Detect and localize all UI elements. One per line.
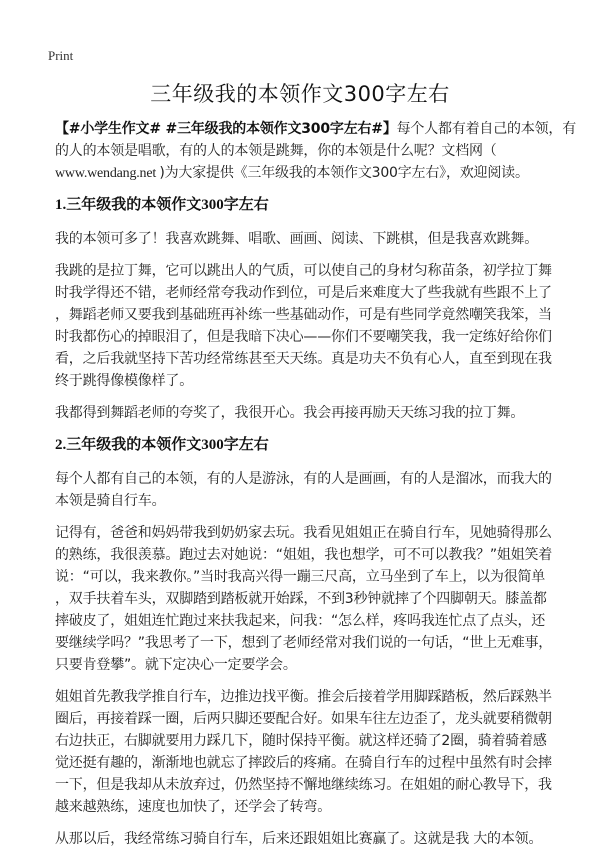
paragraph [55, 402, 555, 424]
text-line: 只要肯登攀”。就下定决心一定要学会。 [55, 657, 297, 673]
text-line: 从那以后，我经常练习骑自行车，后来还跟姐姐比赛赢了。这就是我 大的本领。 [55, 831, 543, 847]
text-line: 摔破皮了，姐姐连忙跑过来扶我起来，问我：“怎么样，疼吗我连忙点了点头，还 [55, 613, 546, 629]
paragraph [55, 828, 555, 850]
text-line: ，双手扶着车头，双脚踏到踏板就开始踩，不到3秒钟就摔了个四脚朝天。膝盖都 [55, 591, 547, 607]
intro-line: 的人的本领是唱歌，有的人的本领是跳舞，你的本领是什么呢？文档网（ [55, 143, 497, 159]
intro-line [55, 118, 577, 140]
intro-text: )为大家提供《三年级我的本领作文300字左右》，欢迎阅读。 [159, 165, 529, 181]
print-label: Print [48, 48, 74, 63]
text-line: 要继续学吗？”我思考了一下，想到了老师经常对我们说的一句话，“世上无难事， [55, 635, 553, 651]
document-body [55, 118, 577, 860]
text-line: 一下，但是我却从未放弃过，仍然坚持不懈地继续练习。在姐姐的耐心教导下，我 [55, 777, 552, 793]
paragraph [55, 260, 555, 392]
text-line: 我跳的是拉丁舞，它可以跳出人的气质，可以使自己的身材匀称苗条，初学拉丁舞 [55, 263, 552, 279]
text-line: 右边扶正，右脚就要用力踩几下，随时保持平衡。就这样还骑了2圈，骑着骑着感 [55, 733, 547, 749]
site-link[interactable]: www.wendang.net [55, 166, 160, 181]
text-line: 我都得到舞蹈老师的夸奖了，我很开心。我会再接再励天天练习我的拉丁舞。 [55, 405, 525, 421]
text-line: 时我都伤心的掉眼泪了，但是我暗下决心——你们不要嘲笑我，我一定练好给你们 [55, 329, 552, 345]
section-heading: 1.三年级我的本领作文300字左右 [55, 197, 269, 213]
text-line: 每个人都有自己的本领，有的人是游泳，有的人是画画，有的人是溜冰，而我大的 [55, 471, 552, 487]
text-line: 的熟练，我很羡慕。跑过去对她说：“姐姐，我也想学，可不可以教我？”姐姐笑着 [55, 547, 553, 563]
text-line: 姐姐首先教我学推自行车，边推边找平衡。推会后接着学用脚踩踏板，然后踩熟半 [55, 689, 552, 705]
text-line: 说：“可以，我来教你。”当时我高兴得一蹦三尺高，立马坐到了车上，以为很简单 [55, 569, 546, 585]
paragraph [55, 468, 555, 512]
text-line: 我的本领可多了！我喜欢跳舞、唱歌、画画、阅读、下跳棋，但是我喜欢跳舞。 [55, 231, 538, 247]
intro-tag: 【#小学生作文# #三年级我的本领作文300字左右#】 [55, 121, 397, 137]
intro-text: 每个人都有着自己的本领，有 [396, 121, 577, 137]
document-title: 三年级我的本领作文300字左右 [150, 82, 450, 106]
text-line: 时我学得还不错，老师经常夸我动作到位，可是后来难度大了些我就有些跟不上了 [55, 285, 552, 301]
paragraph [55, 228, 555, 250]
text-line: 记得有，爸爸和妈妈带我到奶奶家去玩。我看见姐姐正在骑自行车，见她骑得那么 [55, 525, 552, 541]
section-heading: 2.三年级我的本领作文300字左右 [55, 437, 269, 453]
text-line: ，舞蹈老师又要我到基础班再补练一些基础动作，可是有些同学竟然嘲笑我笨，当 [55, 307, 552, 323]
text-line: 终于跳得像模像样了。 [55, 373, 193, 389]
text-line: 越来越熟练，速度也加快了，还学会了转弯。 [55, 799, 331, 815]
text-line: 看，之后我就坚持下苦功经常练甚至天天练。真是功夫不负有心人，直至到现在我 [55, 351, 552, 367]
paragraph [55, 522, 555, 676]
intro-line [55, 162, 555, 184]
text-line: 圈后，再接着踩一圈，后两只脚还要配合好。如果车往左边歪了，龙头就要稍微朝 [55, 711, 552, 727]
intro-paragraph [55, 118, 577, 184]
text-line: 觉还挺有趣的，渐渐地也就忘了摔跤后的疼痛。在骑自行车的过程中虽然有时会摔 [55, 755, 552, 771]
text-line: 本领是骑自行车。 [55, 493, 166, 509]
paragraph [55, 686, 555, 818]
